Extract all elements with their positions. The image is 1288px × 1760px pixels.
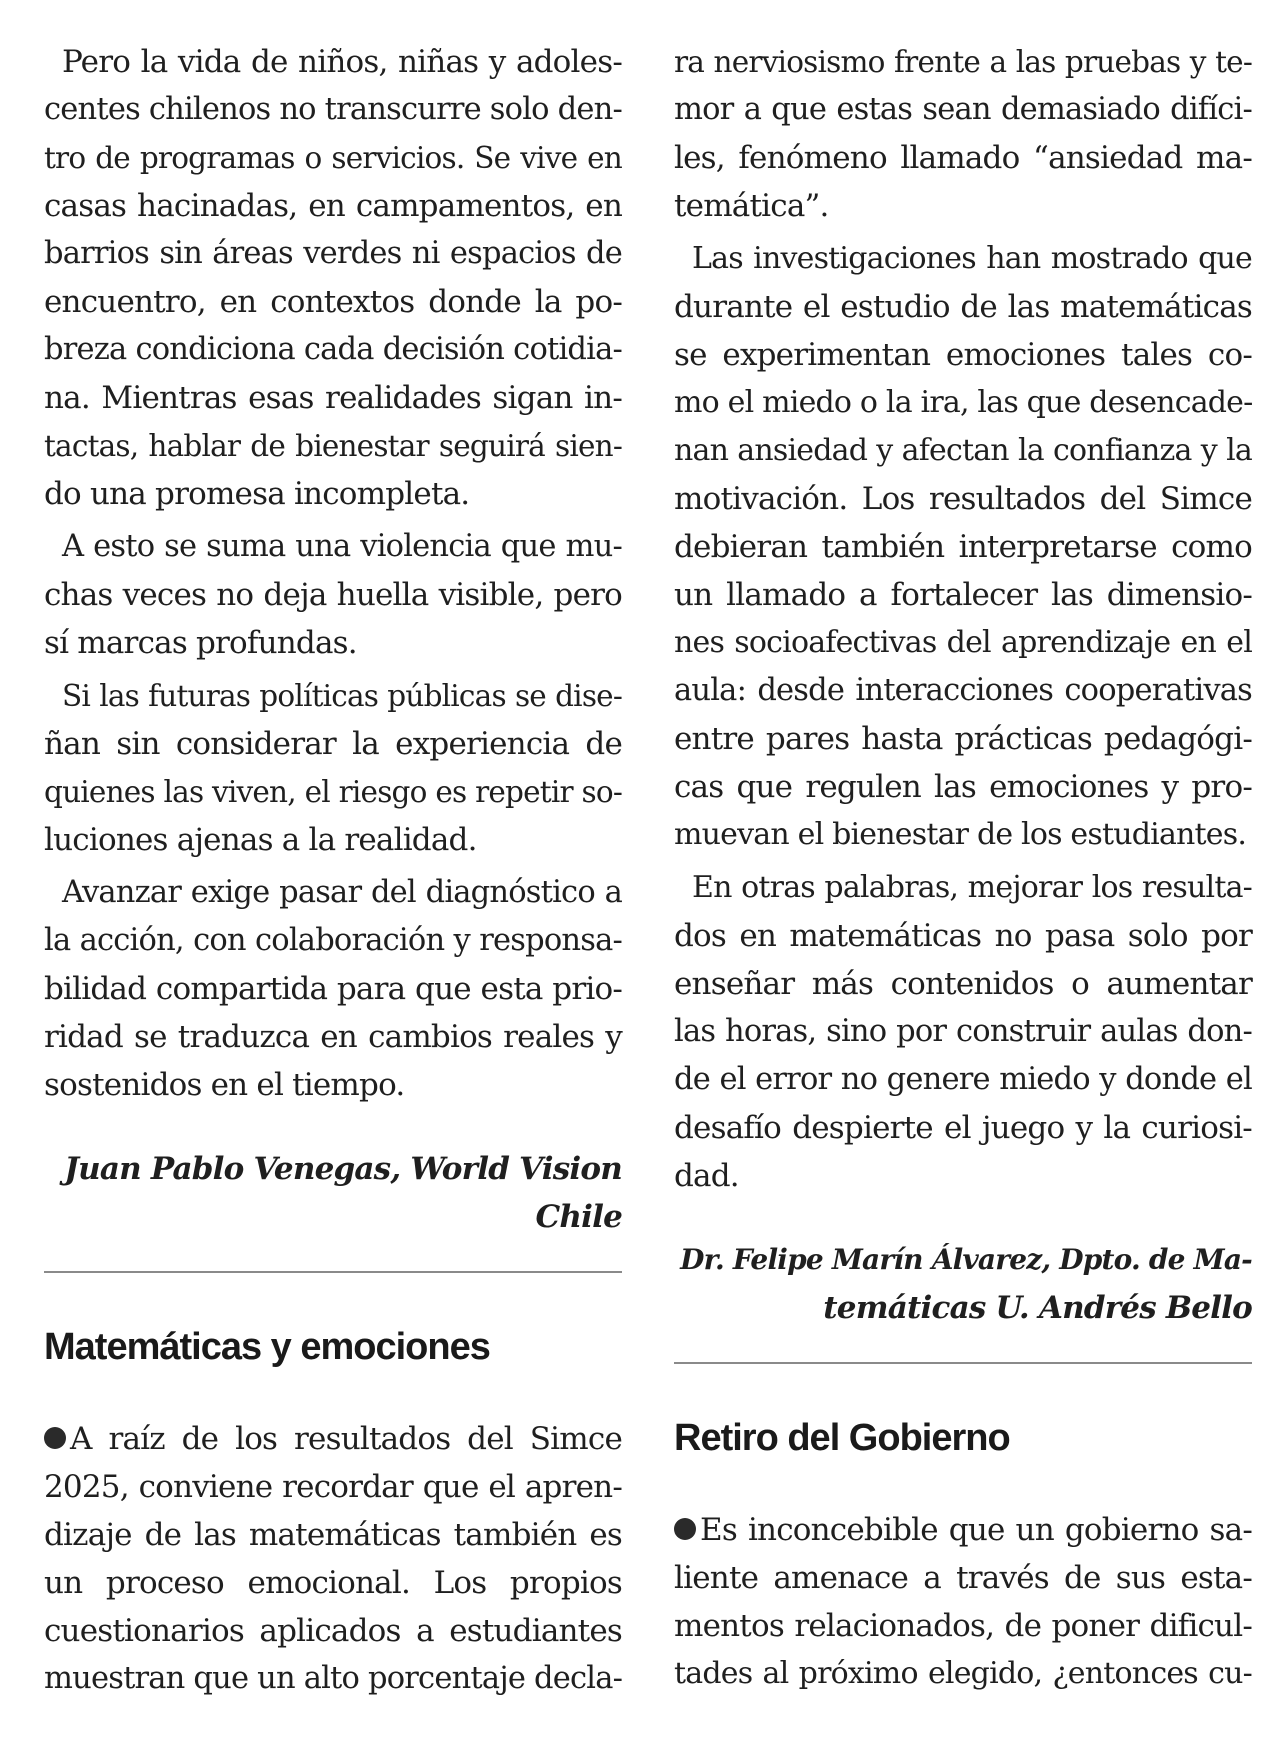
author-signature	[44, 1145, 622, 1241]
bullet-icon	[44, 1427, 66, 1449]
text-line: mentos relacionados, de poner dificul-	[674, 1608, 1252, 1644]
text-line: debieran también interpretarse como	[674, 529, 1252, 565]
right-paragraph-3	[674, 864, 1252, 1200]
text-line: encuentro, en contextos donde la po-	[44, 284, 622, 320]
text-line: dos en matemáticas no pasa solo por	[674, 918, 1252, 954]
signature-line: temáticas U. Andrés Bello	[823, 1290, 1252, 1326]
text-line: desafío despierte el juego y la curiosi-	[674, 1110, 1252, 1146]
right-paragraph-1	[674, 38, 1252, 230]
text-line: muestran que un alto porcentaje decla-	[44, 1661, 623, 1696]
text-line: na. Mientras esas realidades sigan in-	[44, 380, 622, 416]
bullet-icon	[674, 1518, 696, 1540]
text-line: centes chilenos no transcurre solo den-	[44, 92, 622, 127]
text-line: 2025, conviene recordar que el apren-	[44, 1469, 622, 1505]
text-line: un llamado a fortalecer las dimensio-	[674, 577, 1252, 613]
text-line: motivación. Los resultados del Simce	[674, 481, 1252, 517]
text-line: muevan el bienestar de los estudiantes.	[674, 817, 1247, 852]
text-fragment: A raíz de los resultados del Simce	[70, 1421, 622, 1457]
text-line: cas que regulen las emociones y pro-	[674, 769, 1252, 805]
text-line: se experimentan emociones tales co-	[674, 337, 1252, 373]
section-divider	[674, 1362, 1252, 1364]
text-line: dizaje de las matemáticas también es	[44, 1517, 622, 1553]
right-column	[674, 38, 1252, 1703]
text-line: la acción, con colaboración y responsa-	[44, 923, 622, 958]
text-line: A esto se suma una violencia que mu-	[62, 529, 622, 564]
text-line: les, fenómeno llamado “ansiedad ma-	[674, 140, 1252, 176]
letter-body	[44, 1415, 622, 1703]
text-line: barrios sin áreas verdes ni espacios de	[44, 236, 622, 271]
text-line: sí marcas profundas.	[44, 625, 357, 661]
left-paragraph-2	[44, 523, 622, 667]
text-line: tades al próximo elegido, ¿entonces cu-	[674, 1656, 1252, 1691]
text-line: sostenidos en el tiempo.	[44, 1067, 405, 1103]
text-line: mor a que estas sean demasiado difíci-	[674, 92, 1252, 127]
left-paragraph-4	[44, 869, 622, 1109]
signature-line: Juan Pablo Venegas, World Vision	[64, 1151, 622, 1187]
text-line: aula: desde interacciones cooperativas	[674, 673, 1252, 708]
text-line: breza condiciona cada decisión cotidia-	[44, 332, 622, 367]
left-paragraph-3	[44, 672, 622, 864]
text-line: enseñar más contenidos o aumentar	[674, 966, 1252, 1002]
text-line: Avanzar exige pasar del diagnóstico a	[62, 875, 622, 910]
text-line: ra nerviosismo frente a las pruebas y te-	[674, 45, 1252, 79]
text-line: durante el estudio de las matemáticas	[674, 289, 1252, 325]
text-line	[674, 1506, 1252, 1554]
section-divider	[44, 1271, 622, 1273]
letter-headline: Retiro del Gobierno	[674, 1417, 1010, 1459]
text-line: quienes las viven, el riesgo es repetir so-	[44, 775, 622, 809]
author-signature	[674, 1236, 1252, 1332]
text-line: Si las futuras políticas públicas se dise-	[62, 679, 622, 713]
text-line: temática”.	[674, 188, 829, 224]
text-fragment: Es inconcebible que un gobierno sa-	[700, 1512, 1252, 1548]
letter-body	[674, 1506, 1252, 1698]
text-line: ñan sin considerar la experiencia de	[44, 726, 622, 762]
text-line: luciones ajenas a la realidad.	[44, 822, 477, 858]
text-line: un proceso emocional. Los propios	[44, 1565, 622, 1601]
text-line: cuestionarios aplicados a estudiantes	[44, 1613, 622, 1649]
text-line: casas hacinadas, en campamentos, en	[44, 188, 622, 224]
letter-headline: Matemáticas y emociones	[44, 1326, 490, 1368]
text-line: de el error no genere miedo y donde el	[674, 1062, 1252, 1097]
text-line: bilidad compartida para que esta prio-	[44, 971, 622, 1007]
text-line: nan ansiedad y afectan la confianza y la	[674, 433, 1252, 468]
text-line: chas veces no deja huella visible, pero	[44, 577, 622, 613]
text-line	[44, 1415, 622, 1463]
text-line: dad.	[674, 1158, 739, 1194]
signature-line: Chile	[535, 1199, 622, 1235]
text-line: do una promesa incompleta.	[44, 476, 470, 512]
text-line: ridad se traduzca en cambios reales y	[44, 1019, 622, 1055]
left-column	[44, 38, 622, 1708]
signature-line: Dr. Felipe Marín Álvarez, Dpto. de Ma-	[680, 1243, 1252, 1276]
text-line: entre pares hasta prácticas pedagógi-	[674, 721, 1252, 757]
text-line: En otras palabras, mejorar los resulta-	[692, 870, 1252, 905]
text-line: nes socioafectivas del aprendizaje en el	[674, 625, 1252, 660]
left-paragraph-1	[44, 38, 622, 518]
text-line: liente amenace a través de sus esta-	[674, 1560, 1252, 1596]
text-line: las horas, sino por construir aulas don-	[674, 1014, 1252, 1049]
right-paragraph-2	[674, 235, 1252, 859]
text-line: Las investigaciones han mostrado que	[692, 241, 1252, 276]
text-line: mo el miedo o la ira, las que desencade-	[674, 385, 1253, 420]
text-line: tro de programas o servicios. Se vive en	[44, 141, 622, 175]
text-line: tactas, hablar de bienestar seguirá sien-	[44, 429, 622, 463]
text-line: Pero la vida de niños, niñas y adoles-	[62, 44, 622, 80]
